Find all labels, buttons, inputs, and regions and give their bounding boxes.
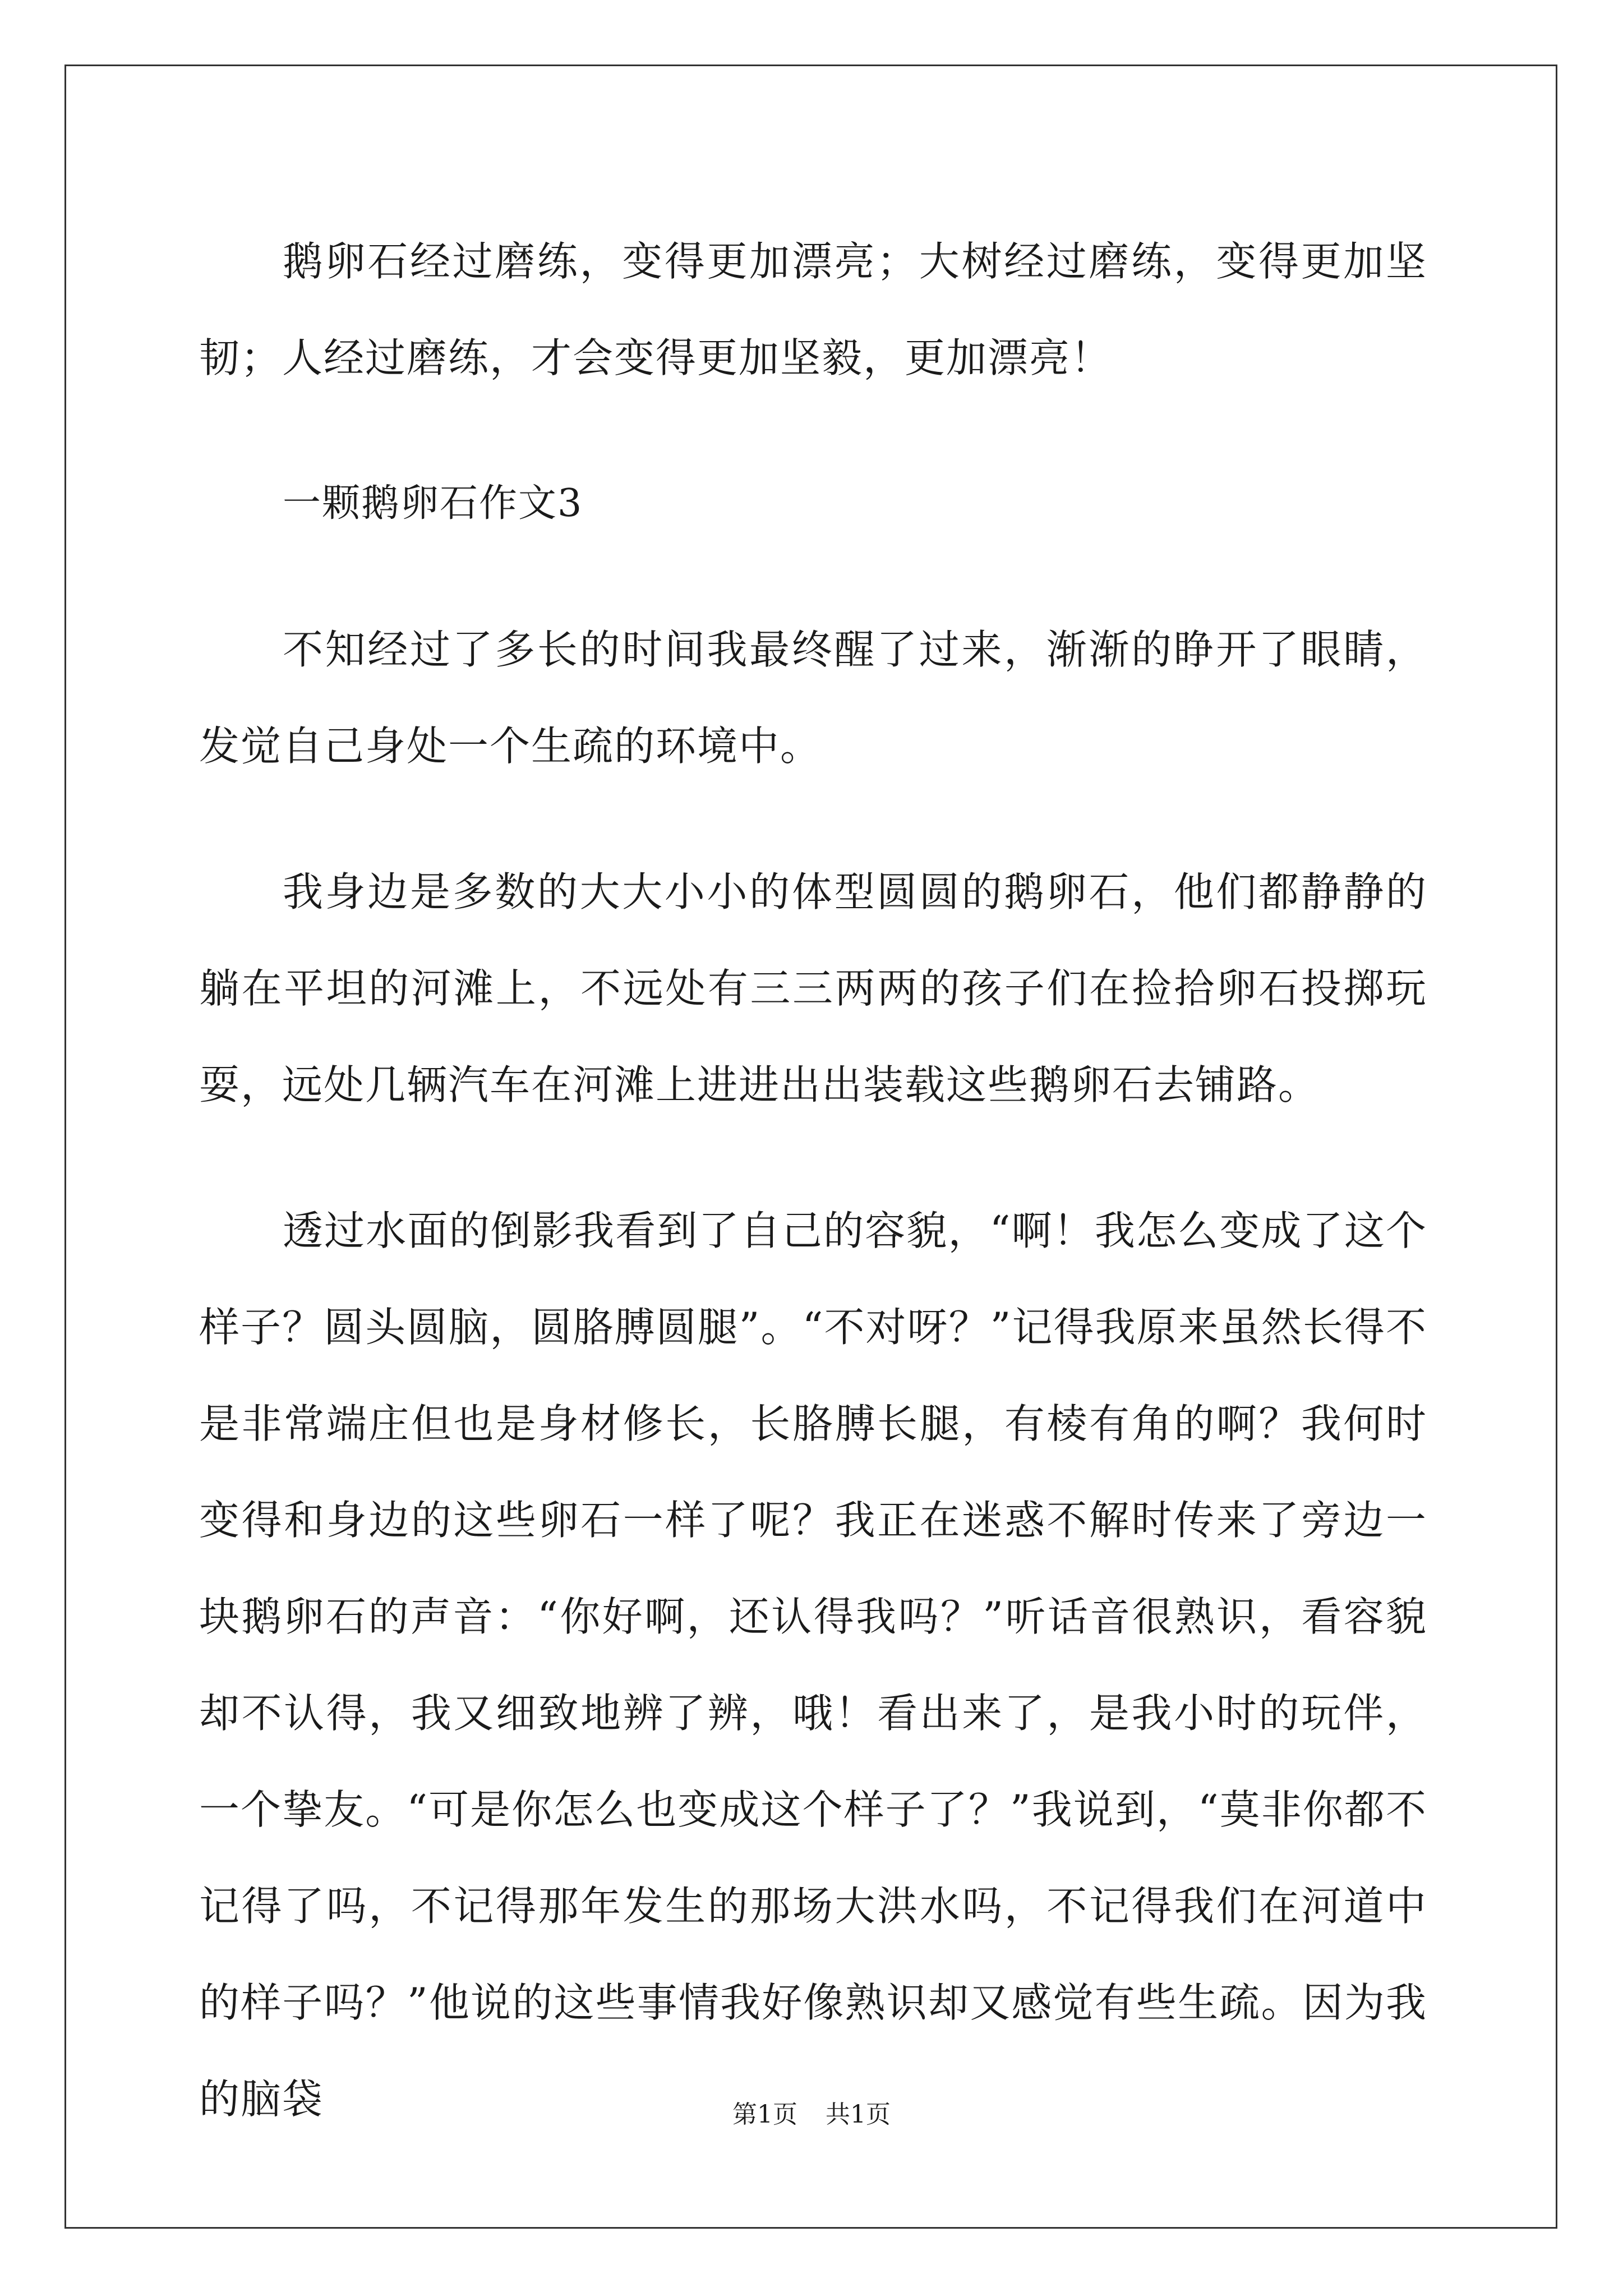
section-heading: 一颗鹅卵石作文3 [283,481,583,526]
paragraph-2: 不知经过了多长的时间我最终醒了过来，渐渐的睁开了眼睛，发觉自己身处一个生疏的环境中。 [199,626,1427,770]
page-number-total: 共1页 [826,2100,891,2129]
paragraph-1: 鹅卵石经过磨练，变得更加漂亮；大树经过磨练，变得更加坚韧；人经过磨练，才会变得更加坚毅，更加漂亮！ [199,238,1427,381]
page-number-current: 第1页 [732,2100,797,2129]
paragraph-3: 我身边是多数的大大小小的体型圆圆的鹅卵石，他们都静静的躺在平坦的河滩上，不远处有三三两两的孩子们在捡拾卵石投掷玩耍，远处几辆汽车在河滩上进进出出装载这些鹅卵石去铺路。 [199,868,1427,1108]
page-footer [0,2098,1623,2132]
document-body [199,213,1427,2147]
paragraph-4: 透过水面的倒影我看到了自己的容貌，“啊！我怎么变成了这个样子？圆头圆脑，圆胳膊圆腿”。“不对呀？”记得我原来虽然长得不是非常端庄但也是身材修长，长胳膊长腿，有棱有角的啊？我何时变得和身边的这些卵石一样了呢？我正在迷惑不解时传来了旁边一块鹅卵石的声音：“你好啊，还认得我吗？”听话音很熟识，看容貌却不认得，我又细致地辨了辨，哦！看出来了，是我小时的玩伴，一个挚友。“可是你怎么也变成这个样子了？”我说到，“莫非你都不记得了吗，不记得那年发生的那场大洪水吗，不记得我们在河道中的样子吗？”他说的这些事情我好像熟识却又感觉有些生疏。因为我的脑袋 [199,1207,1427,2123]
